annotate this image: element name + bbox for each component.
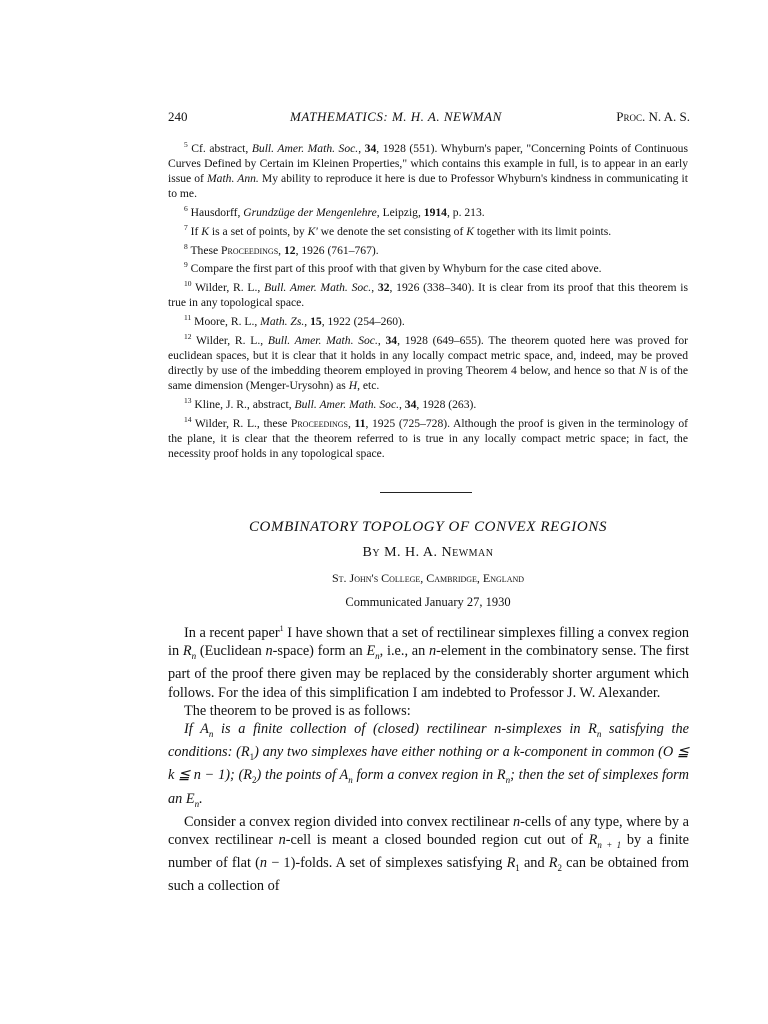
section-divider-rule [380,492,472,493]
body-paragraph-3 [168,720,689,813]
text-run: Wilder, R. L., [195,281,265,295]
text-run: R [588,832,598,849]
text-run: -cells of any type, where by a convex rectilinear [168,813,689,849]
text-run: , [399,397,405,411]
text-run: n + 1 [597,839,622,850]
text-run: Math. Ann. [207,171,259,185]
text-run: n [259,855,268,872]
text-run: form a convex region in [352,767,497,784]
journal-abbreviation: Proc. N. A. S. [616,109,690,124]
text-run: O ≦ k ≦ n − 1 [168,744,689,784]
text-run: R [548,855,558,872]
text-run: -cell is meant a closed bounded region cut out of [285,832,589,849]
text-run: If [184,721,201,738]
running-title: MATHEMATICS: M. H. A. NEWMAN [290,109,502,124]
text-run: , 1925 (725–728). Although the proof is given in the terminology of the plane, it is clear that the theorem referred to is true in any locally compact metric space; in fact, the necessity proof holds in any topological space. [168,416,689,460]
text-run: , 1926 (761–767). [295,243,379,257]
footnote-9 [168,257,688,276]
text-run: 32 [377,281,390,295]
text-run: These [190,243,222,257]
article-body [168,620,689,896]
footnote-6 [168,201,688,220]
text-run: In a recent paper [184,624,280,641]
footnote-10 [168,276,688,310]
text-run: , Leipzig, [376,205,424,219]
footnote-marker: 6 [184,203,188,213]
text-run: Math. Zs. [260,315,305,329]
text-run: 1 [249,752,255,763]
text-run: , [278,243,284,257]
text-run: , etc. [357,378,380,392]
text-run: and [519,855,549,872]
text-run: My ability to reproduce it here is due to Professor Whyburn's kindness in communicating it to me. [168,171,688,200]
text-run: A [200,721,209,738]
text-run: E [185,790,195,807]
text-run: Cf. abstract, [191,141,252,155]
footnote-marker: 7 [184,222,188,232]
footnote-8 [168,239,688,258]
text-run: is a finite collection of (closed) rectilinear n-simplexes in [213,721,589,738]
communicated-date: Communicated January 27, 1930 [345,595,511,609]
text-run: R [496,767,506,784]
body-paragraph-4 [168,813,689,896]
text-run: , 1928 (649–655). The theorem quoted here was proved for euclidean spaces, but it is clear that it holds in any locally compact metric space, and, indeed, may be proved directly by use of the imbedding theorem employed in proving Theorem 4 below, and hence so that [168,333,688,377]
footnote-marker: 8 [184,241,188,251]
text-run: Consider a convex region divided into convex rectilinear [184,813,513,830]
article-author: By M. H. A. Newman [362,545,494,560]
footnote-marker: 10 [184,279,192,289]
text-run: together with its limit points. [473,224,612,238]
text-run: R [182,643,192,660]
text-run: , 1928 (263). [416,397,477,411]
text-run: 12 [283,243,296,257]
text-run: Wilder, R. L., [196,333,268,347]
text-run: H [348,378,358,392]
text-run: I have shown that a set of rectilinear simplexes filling a convex region in [168,624,690,660]
text-run: Compare the first part of this proof with that given by Whyburn for the case cited above. [190,262,602,276]
text-run: is a set of points, by [209,224,308,238]
text-run: N [638,363,647,377]
footnote-12 [168,329,688,393]
text-run: Grundzüge der Mengenlehre [243,205,377,219]
text-run: 1914 [423,205,447,219]
text-run: , [358,141,365,155]
text-run: Moore, R. L., [194,315,261,329]
text-run: n [596,728,602,739]
text-run: 2 [557,863,562,874]
text-run: , [371,281,378,295]
footnote-14 [168,412,688,461]
text-run: n [208,728,214,739]
running-header [168,109,690,129]
text-run: R [240,744,250,761]
text-run: 1 [515,863,520,874]
text-run: R [243,767,252,784]
text-run: satisfying the conditions: ( [168,721,690,761]
text-run: , [304,315,311,329]
text-run: Bull. Amer. Math. Soc. [267,333,378,347]
text-run: -element in the combinatory sense. The first part of the proof there given may be replaced by the considerably shorter argument which follows. For the idea of this simplification I am indebted to Professor J. W. Alexander. [168,643,689,701]
text-run: , 1928 (551). Whyburn's paper, "Concerning Points of Continuous Curves Defined by Certain im Kleinen Properties," which contains this example in full, is to appear in an early issue of [168,141,688,185]
text-run: ; then the set of simplexes form an [168,767,689,807]
text-run: 34 [385,333,398,347]
text-run: , 1926 (338–340). It is clear from its proof that this theorem is true in any topological space. [168,281,688,310]
text-run: . [199,790,203,807]
author-affiliation: St. John's College, Cambridge, England [331,571,525,585]
text-run: by a finite number of flat ( [168,832,689,872]
text-run: is of the same dimension (Menger-Urysohn) as [168,363,689,392]
text-run: 11 [354,416,366,430]
text-run: The theorem to be proved is as follows: [184,702,411,719]
footnote-marker: 5 [184,140,188,149]
text-run: n [505,775,511,786]
text-run: Proceedings [290,416,349,430]
footnotes-section [168,137,688,461]
text-run: , [377,333,386,347]
text-run: n [191,650,197,661]
footnote-13 [168,393,688,412]
text-run: , i.e., an [379,643,429,660]
text-run: A [339,767,349,784]
text-run: Bull. Amer. Math. Soc. [264,281,372,295]
text-run: we denote the set consisting of [317,224,467,238]
page-number: 240 [168,109,188,124]
text-run: , [348,416,355,430]
text-run: n [265,643,273,660]
text-run: n [512,813,521,830]
text-run: n [194,798,200,809]
footnote-7 [168,220,688,239]
text-run: K [201,224,210,238]
text-run: ) any two simplexes have either nothing or a k-component in common ( [254,744,663,761]
text-run: , 1922 (254–260). [321,315,405,329]
footnote-marker: 11 [184,313,192,323]
article-title: COMBINATORY TOPOLOGY OF CONVEX REGIONS [248,519,608,535]
text-run: Proceedings [221,243,279,257]
text-run: 2 [251,775,257,786]
text-run: can be obtained from such a collection of [168,855,690,895]
text-run: E [366,643,376,660]
text-run: Wilder, R. L., these [194,416,291,430]
body-paragraph-1 [168,620,689,702]
body-paragraph-2 [168,702,689,720]
text-run: 34 [404,397,417,411]
text-run: K' [307,224,318,238]
text-run: ); ( [225,767,244,784]
text-run: 15 [310,315,322,329]
text-run: n [375,650,380,661]
text-run: ) the points of [256,767,340,784]
text-run: n [278,832,286,849]
footnote-5 [168,137,688,201]
text-run: Bull. Amer. Math. Soc. [251,141,359,155]
footnote-marker: 12 [184,332,192,342]
text-run: Bull. Amer. Math. Soc. [294,397,399,411]
text-run: If [190,224,202,238]
footnote-marker: 14 [184,414,192,424]
text-run: (Euclidean [196,643,266,660]
text-run: K [466,224,474,238]
text-run: -space) form an [272,643,367,660]
text-run: , p. 213. [446,205,485,219]
text-run: R [506,855,516,872]
footnote-11 [168,310,688,329]
text-run: Kline, J. R., abstract, [194,397,295,411]
text-run: n [348,775,353,786]
footnote-marker: 9 [184,260,188,270]
text-run: Hausdorff, [190,205,244,219]
text-run: − 1)-folds. A set of simplexes satisfying [267,855,507,872]
text-run: R [588,721,597,738]
text-run: n [429,643,437,660]
text-run: 1 [279,624,284,633]
text-run: 34 [364,141,377,155]
footnote-marker: 13 [184,395,192,405]
